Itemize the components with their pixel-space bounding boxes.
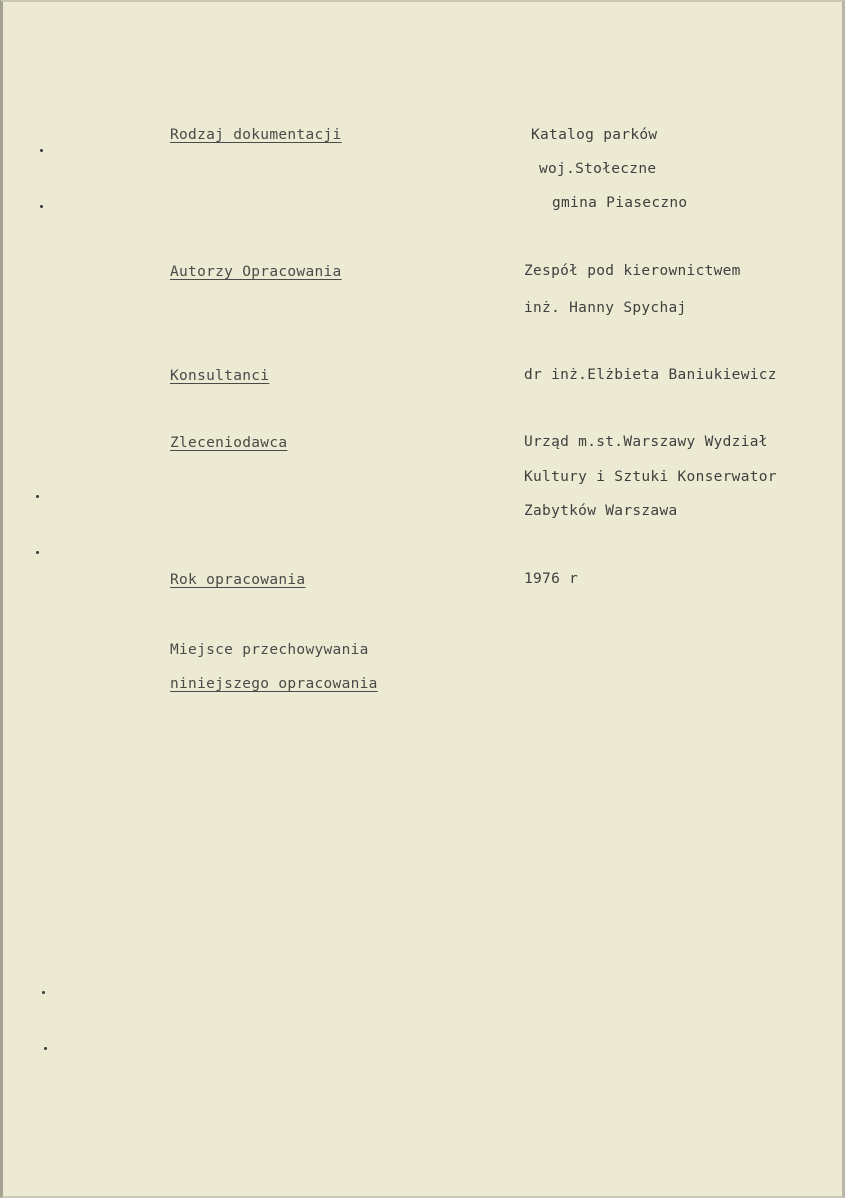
value-document-type-line-2: woj.Stołeczne xyxy=(539,161,657,177)
value-authors-line-1: Zespół pod kierownictwem xyxy=(524,263,741,279)
value-document-type-line-3: gmina Piaseczno xyxy=(552,195,688,211)
label-storage-line-1: Miejsce przechowywania xyxy=(170,642,369,658)
label-commissioner: Zleceniodawca xyxy=(170,435,288,451)
punch-mark xyxy=(44,1047,47,1050)
value-consultants: dr inż.Elżbieta Baniukiewicz xyxy=(524,367,777,383)
punch-mark xyxy=(40,149,43,152)
label-consultants: Konsultanci xyxy=(170,368,270,384)
value-commissioner-line-2: Kultury i Sztuki Konserwator xyxy=(524,469,777,485)
punch-mark xyxy=(40,205,43,208)
label-authors: Autorzy Opracowania xyxy=(170,264,342,280)
value-commissioner-line-3: Zabytków Warszawa xyxy=(524,503,678,519)
punch-mark xyxy=(42,991,45,994)
value-document-type-line-1: Katalog parków xyxy=(531,127,658,143)
label-year: Rok opracowania xyxy=(170,572,306,588)
value-commissioner-line-1: Urząd m.st.Warszawy Wydział xyxy=(524,434,768,450)
label-storage-line-2: niniejszego opracowania xyxy=(170,676,378,692)
value-authors-line-2: inż. Hanny Spychaj xyxy=(524,300,687,316)
label-document-type: Rodzaj dokumentacji xyxy=(170,127,342,143)
value-year: 1976 r xyxy=(524,571,579,587)
punch-mark xyxy=(36,495,39,498)
punch-mark xyxy=(36,551,39,554)
